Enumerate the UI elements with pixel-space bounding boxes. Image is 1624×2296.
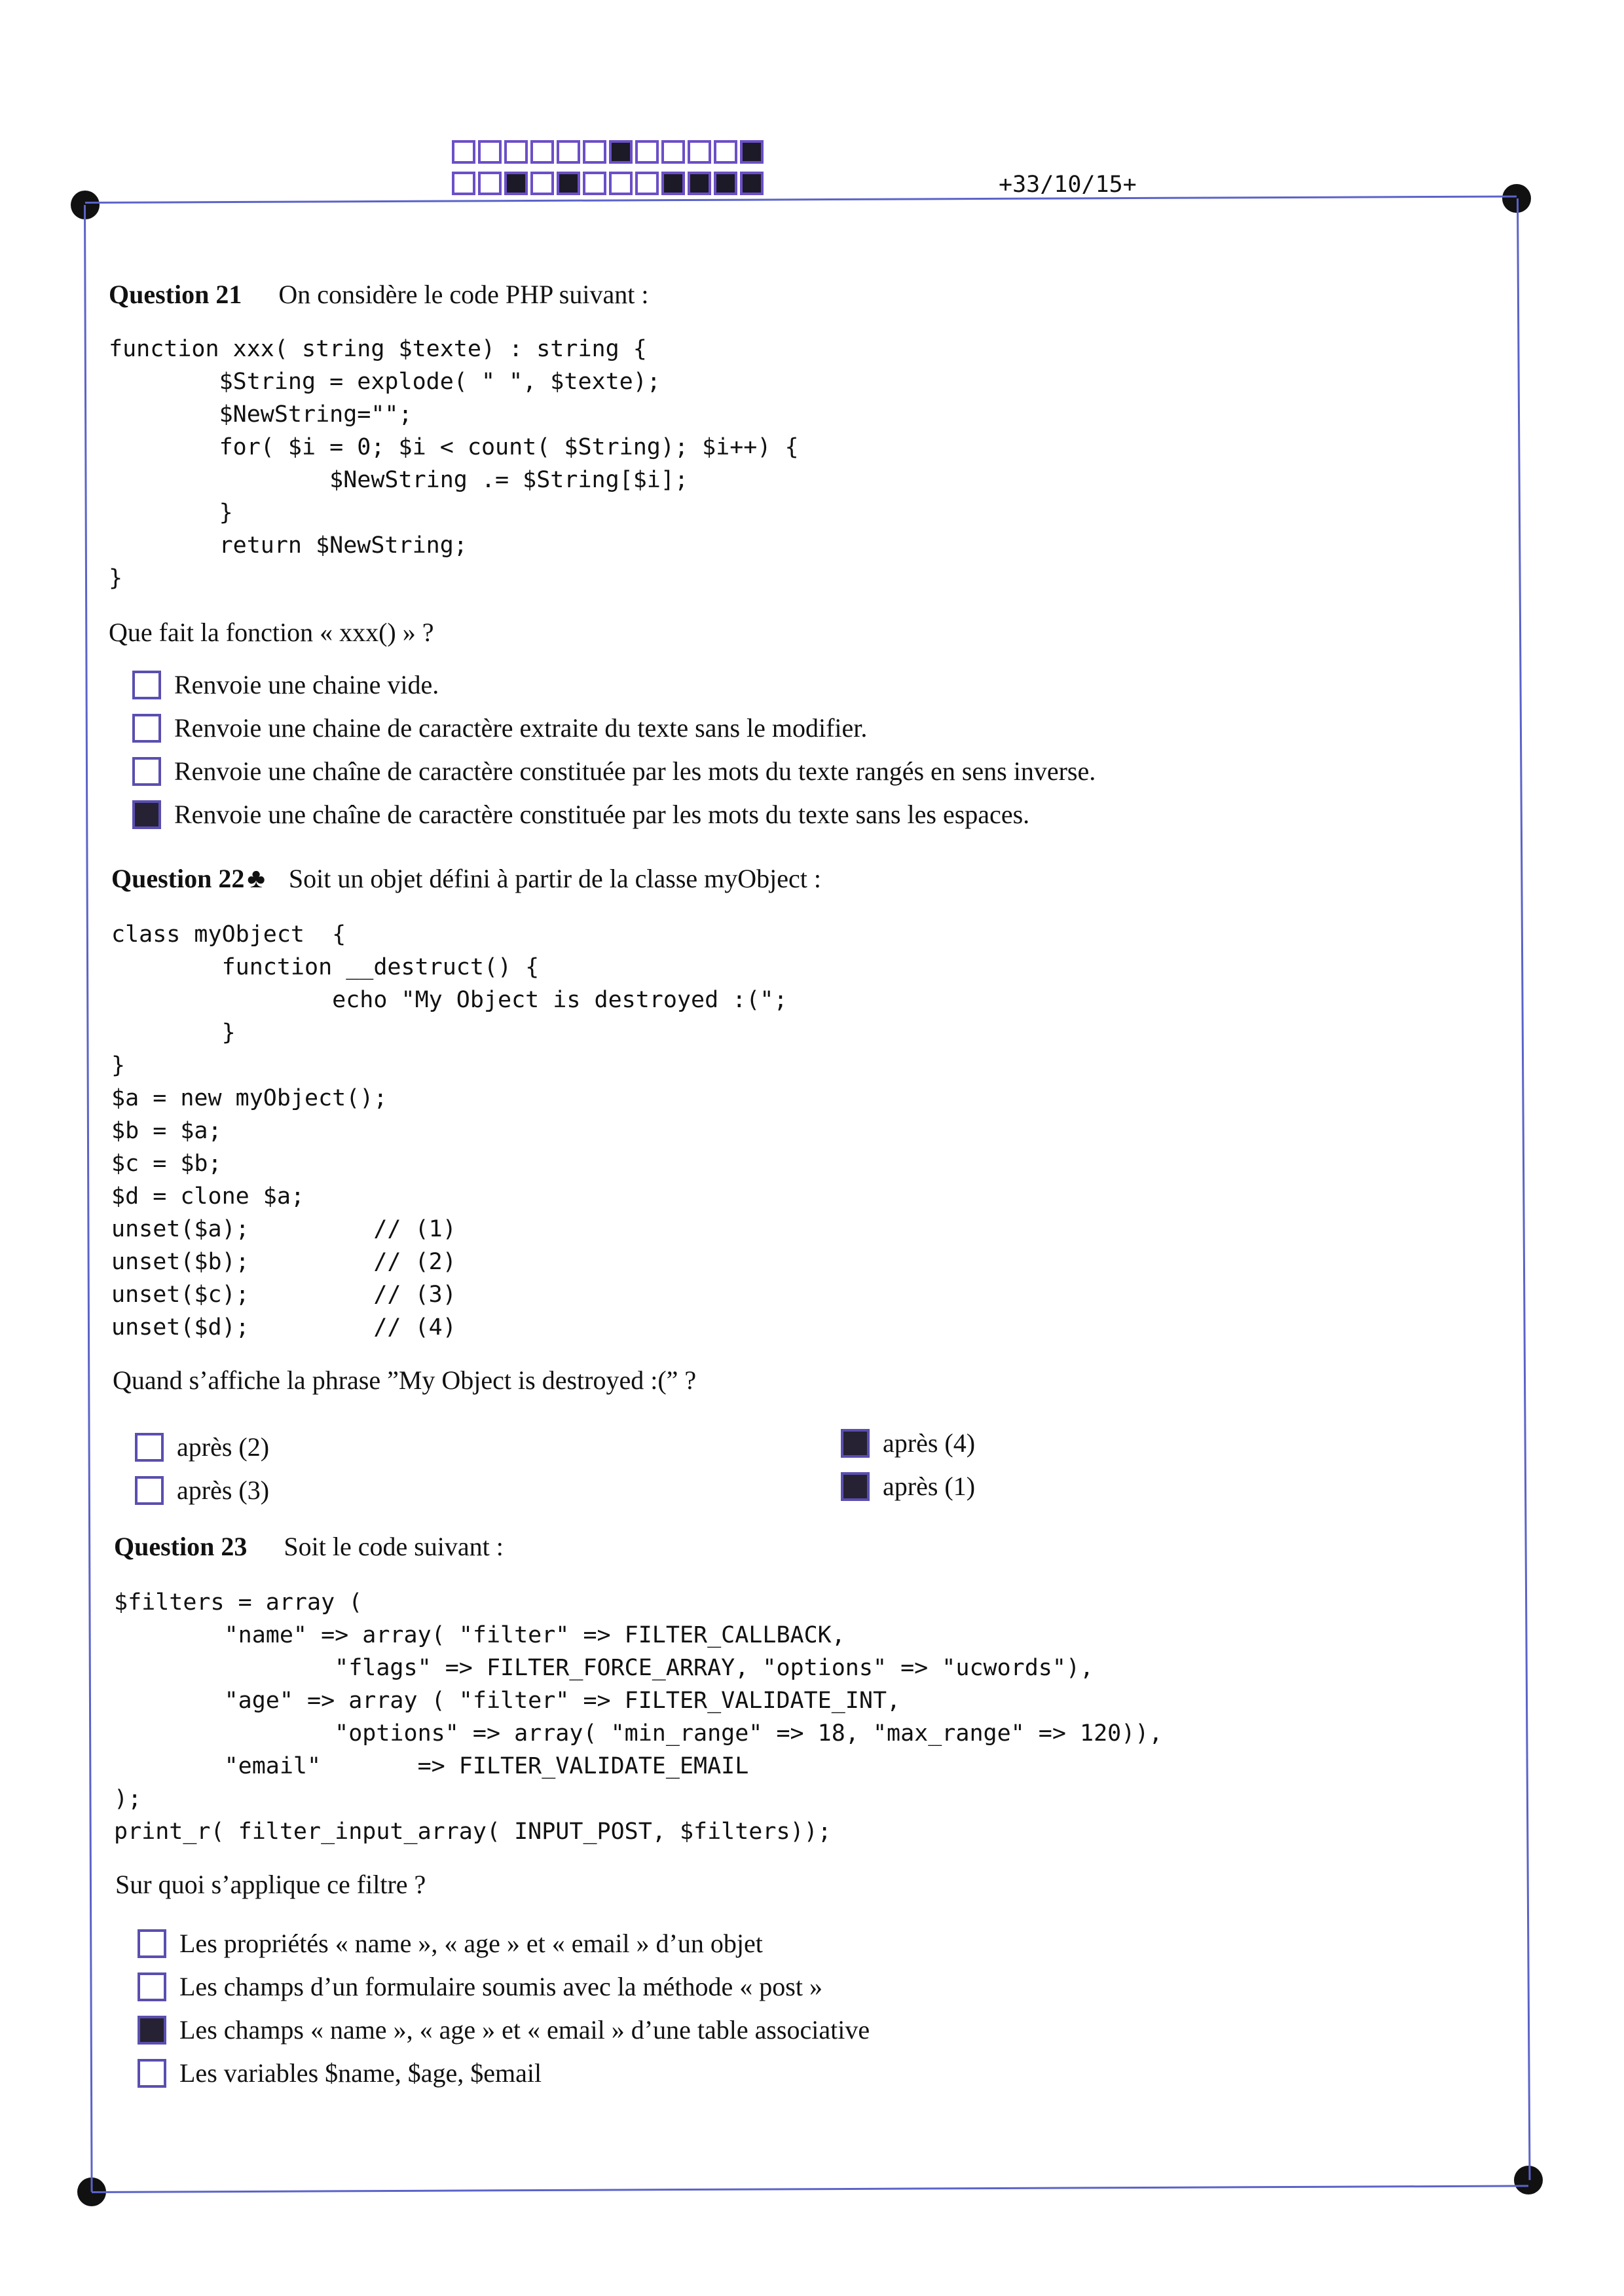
question-22-choice-1[interactable] [135,1432,269,1462]
choice-label: après (4) [883,1428,976,1458]
code-box [583,172,606,195]
question-21-choice-3[interactable] [132,756,1096,787]
code-box [635,172,659,195]
question-22-code: class myObject { function __destruct() { echo "My Object is destroyed :("; } } $a = new myObject(); $b = $a; $c = $b; $d = clone $a; unset($a); // (1) unset($b); // (2) unset($c); // (3) unset($d); // (4) [111,921,788,1341]
question-23-code: $filters = array ( "name" => array( "filter" => FILTER_CALLBACK, "flags" => FILTER_FORCE_ARRAY, "options" => "ucwords"), "age" => array ( "filter" => FILTER_VALIDATE_INT, "options" => array( "min_range" => 18, "max_range" => 120)), "email" => FILTER_VALIDATE_EMAIL ); print_r( filter_input_array( INPUT_POST, $filters)); [114,1589,1163,1845]
checkbox[interactable] [138,1929,166,1958]
code-box [714,172,737,195]
choice-label: Renvoie une chaîne de caractère constituée par les mots du texte rangés en sens inverse. [174,756,1096,786]
frame-top-line [85,195,1517,204]
question-text: On considère le code PHP suivant : [278,280,649,309]
code-box [530,140,554,164]
question-23-choice-4[interactable] [138,2058,542,2088]
code-box [583,140,606,164]
checkbox[interactable] [841,1429,870,1458]
code-box [478,172,502,195]
club-icon: ♣ [247,864,265,894]
page-identifier: +33/10/15+ [999,172,1137,198]
question-22-header [111,863,821,895]
choice-label: après (1) [883,1472,976,1501]
question-21-choice-4[interactable] [132,799,1029,830]
code-box [740,172,764,195]
code-box [530,172,554,195]
code-box [452,140,475,164]
code-box [452,172,475,195]
code-box [688,172,711,195]
choice-label: Renvoie une chaine vide. [174,670,439,699]
question-21-prompt: Que fait la fonction « xxx() » ? [109,618,434,647]
choice-label: Les champs d’un formulaire soumis avec la méthode « post » [179,1972,822,2001]
question-text: Soit le code suivant : [284,1532,504,1561]
code-box [504,172,528,195]
choice-label: après (2) [177,1432,270,1462]
checkbox[interactable] [135,1433,164,1462]
question-text: Soit un objet défini à partir de la classe myObject : [288,864,822,893]
code-box [740,140,764,164]
question-23-header [114,1531,504,1562]
question-22-choice-3[interactable] [841,1428,975,1458]
page-code-row-2 [452,172,766,195]
code-box [609,172,633,195]
code-box [714,140,737,164]
question-23-choice-3[interactable] [138,2014,870,2045]
frame-bottom-line [92,2185,1528,2193]
question-21-header [109,279,648,310]
checkbox[interactable] [138,1972,166,2001]
question-title: Question 21 [109,280,242,309]
code-box [609,140,633,164]
checkbox[interactable] [132,714,161,743]
code-box [688,140,711,164]
question-21-code: function xxx( string $texte) : string { $String = explode( " ", $texte); $NewString=""; for( $i = 0; $i < count( $String); $i++) { $NewString .= $String[$i]; } return $NewString; } [109,336,799,591]
checkbox[interactable] [132,757,161,786]
code-box [635,140,659,164]
question-21-choice-1[interactable] [132,669,439,700]
question-23-prompt: Sur quoi s’applique ce filtre ? [115,1870,426,1899]
frame-right-line [1517,198,1530,2180]
code-box [557,172,580,195]
code-box [661,172,685,195]
choice-label: Les propriétés « name », « age » et « email » d’un objet [179,1929,763,1958]
choice-label: Renvoie une chaine de caractère extraite du texte sans le modifier. [174,713,868,743]
checkbox[interactable] [138,2059,166,2088]
question-23-choice-1[interactable] [138,1928,763,1959]
code-box [478,140,502,164]
question-22-prompt: Quand s’affiche la phrase ”My Object is destroyed :(” ? [113,1365,697,1395]
checkbox[interactable] [135,1476,164,1505]
frame-left-line [84,205,93,2192]
question-title: Question 22 [111,864,245,893]
question-22-choice-4[interactable] [841,1471,975,1502]
checkbox[interactable] [132,800,161,829]
question-title: Question 23 [114,1532,248,1561]
question-21-choice-2[interactable] [132,713,867,743]
page-code-row-1 [452,140,766,164]
checkbox[interactable] [138,2016,166,2045]
checkbox[interactable] [132,671,161,699]
question-22-choice-2[interactable] [135,1475,269,1506]
choice-label: Les variables $name, $age, $email [179,2058,542,2088]
code-box [557,140,580,164]
choice-label: Renvoie une chaîne de caractère constituée par les mots du texte sans les espaces. [174,800,1030,829]
choice-label: Les champs « name », « age » et « email » d’une table associative [179,2015,870,2045]
choice-label: après (3) [177,1475,270,1505]
question-23-choice-2[interactable] [138,1971,822,2002]
checkbox[interactable] [841,1472,870,1501]
code-box [661,140,685,164]
code-box [504,140,528,164]
